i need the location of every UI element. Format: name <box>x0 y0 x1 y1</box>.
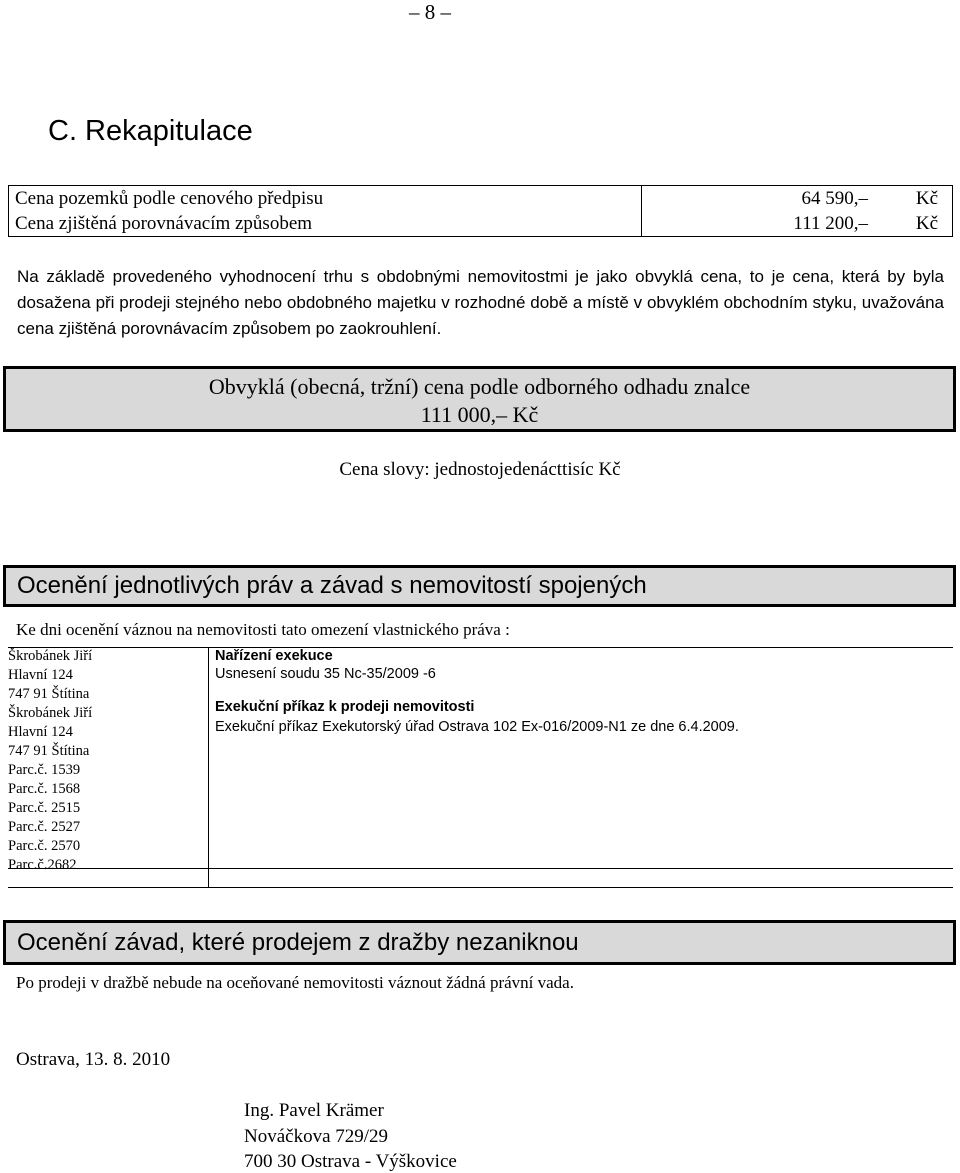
market-price-title: Obvyklá (obecná, tržní) cena podle odborného odhadu znalce <box>208 374 751 399</box>
list-item: Škrobánek Jiří <box>8 648 93 664</box>
list-item: 747 91 Štítina <box>8 686 90 702</box>
place-and-date: Ostrava, 13. 8. 2010 <box>16 1049 171 1070</box>
list-item: Parc.č. 2527 <box>8 819 81 835</box>
market-price-box <box>3 366 956 432</box>
section-heading-recapitulation: C. Rekapitulace <box>48 115 253 147</box>
list-item: 747 91 Štítina <box>8 743 90 759</box>
price-currency: Kč <box>915 188 938 209</box>
owner-column <box>8 647 206 875</box>
list-item: Hlavní 124 <box>8 724 73 740</box>
table-row <box>9 186 952 211</box>
defects-section-title: Ocenění závad, které prodejem z dražby nezaniknou <box>3 920 956 965</box>
price-currency: Kč <box>915 213 938 234</box>
price-summary-table <box>8 185 953 237</box>
page-number: – 8 – <box>409 0 451 24</box>
encumbrance-title: Nařízení exekuce <box>215 648 333 664</box>
encumbrance-text: Usnesení soudu 35 Nc-35/2009 -6 <box>215 666 436 682</box>
list-item: Hlavní 124 <box>8 667 73 683</box>
rights-intro: Ke dni ocenění váznou na nemovitosti tato omezení vlastnického práva : <box>16 620 510 639</box>
list-item: Parc.č. 1568 <box>8 781 81 797</box>
list-item: Parc.č. 2515 <box>8 800 81 816</box>
price-label: Cena zjištěná porovnávacím způsobem <box>15 213 313 234</box>
encumbrance-title: Exekuční příkaz k prodeji nemovitosti <box>215 699 475 715</box>
table-row <box>9 211 952 236</box>
list-item: Parc.č. 2570 <box>8 838 81 854</box>
list-item: Parc.č. 1539 <box>8 762 81 778</box>
signature-city: 700 30 Ostrava - Výškovice <box>244 1151 457 1172</box>
price-amount: 64 590,– <box>801 188 868 209</box>
encumbrance-text: Exekuční příkaz Exekutorský úřad Ostrava 102 Ex-016/2009-N1 ze dne 6.4.2009. <box>215 719 739 735</box>
rights-table <box>8 647 953 888</box>
signature-name: Ing. Pavel Krämer <box>244 1100 384 1121</box>
valuation-paragraph: Na základě provedeného vyhodnocení trhu s obdobnými nemovitostmi je jako obvyklá cena, to je cena, která by byla dosažena při prodeji stejného nebo obdobného majetku v rozhodné době a místě v obvyklém obchodním styku, uvažována cena zjištěná porovnávacím způsobem po zaokrouhlení. <box>17 267 944 338</box>
price-in-words: Cena slovy: jednostojedenácttisíc Kč <box>339 459 621 480</box>
defects-text: Po prodeji v dražbě nebude na oceňované nemovitosti váznout žádná právní vada. <box>16 973 574 992</box>
list-item: Škrobánek Jiří <box>8 705 93 721</box>
list-item: Parc.č.2682 <box>8 857 77 873</box>
market-price-amount: 111 000,– Kč <box>420 402 539 427</box>
signature-street: Nováčkova 729/29 <box>244 1126 389 1147</box>
price-label: Cena pozemků podle cenového předpisu <box>15 188 324 209</box>
rights-section-title: Ocenění jednotlivých práv a závad s nemovitostí spojených <box>3 565 956 607</box>
price-amount: 111 200,– <box>793 213 868 234</box>
